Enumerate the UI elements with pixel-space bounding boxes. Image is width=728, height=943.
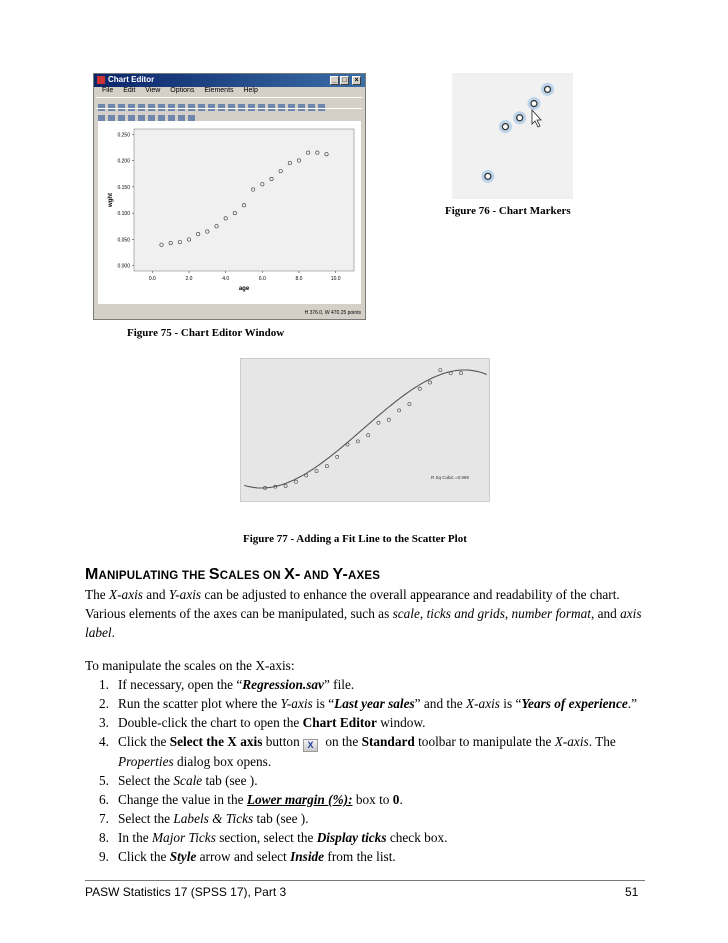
figure-77-caption: Figure 77 - Adding a Fit Line to the Scatter Plot [243, 533, 467, 545]
data-point [367, 434, 370, 437]
list-item: 2. Run the scatter plot where the Y-axis is “Last year sales” and the X-axis is “Years of experience.” [99, 696, 637, 711]
chart-markers-image [452, 73, 573, 199]
data-point [428, 381, 431, 384]
page-number: 51 [625, 885, 639, 899]
y-tick-label: 0.100 [117, 211, 130, 218]
plot-area [134, 129, 354, 271]
menu-file[interactable]: File [102, 87, 114, 94]
heading-part: M [85, 566, 99, 583]
menu-edit[interactable]: Edit [123, 87, 136, 94]
x-axis-label: age [238, 286, 250, 292]
x-tick-label: 4.0 [222, 276, 230, 282]
window-title-bar [94, 74, 365, 87]
x-tick-label: 0.0 [148, 276, 156, 282]
y-tick-label: 0.150 [117, 184, 130, 191]
app-icon [97, 76, 105, 84]
x-tick-label: 10.0 [330, 276, 341, 282]
data-point [439, 369, 442, 372]
data-point [284, 484, 287, 487]
chart-marker [502, 124, 508, 130]
heading-part: AND [300, 570, 333, 582]
x-tick-label: 8.0 [295, 276, 303, 282]
y-axis-label: wght [108, 193, 114, 207]
data-point [356, 440, 359, 443]
data-point [459, 372, 462, 375]
footer-title: PASW Statistics 17 (SPSS 17), Part 3 [85, 885, 287, 899]
toolbar-elements [96, 108, 362, 120]
status-text: H 376.0, W 470.25 points [304, 310, 361, 316]
list-item: 4. Click the Select the X axis button X on the Standard toolbar to manipulate the X-axis. The Properties dialog box opens. [99, 734, 616, 769]
y-tick-label: 0.250 [117, 132, 130, 139]
close-icon[interactable]: × [352, 76, 361, 85]
data-point [398, 409, 401, 412]
heading-part: AXES [347, 570, 381, 582]
data-point [418, 387, 421, 390]
minimize-icon[interactable]: _ [330, 76, 339, 85]
list-item: 3. Double-click the chart to open the Chart Editor window. [99, 715, 426, 730]
x-tick-label: 2.0 [185, 276, 193, 282]
section-heading [85, 566, 380, 584]
chart-marker [485, 173, 491, 179]
chart-canvas[interactable] [98, 121, 361, 304]
chart-marker [517, 115, 523, 121]
heading-part: CALES ON [219, 570, 285, 582]
markers-svg [452, 73, 573, 199]
fit-line-chart [240, 358, 490, 502]
data-point [305, 474, 308, 477]
intro-paragraph: The X-axis and Y-axis can be adjusted to enhance the overall appearance and readability of the chart. Various elements of the axes can be manipulated, such as scale, ticks and grids, number format, and axis label. [85, 587, 642, 640]
y-tick-label: 0.050 [117, 237, 130, 244]
list-item: 8. In the Major Ticks section, select the Display ticks check box. [99, 830, 448, 845]
list-item: 1. If necessary, open the “Regression.sav” file. [99, 677, 355, 692]
mouse-cursor-icon [532, 110, 541, 127]
window-title: Chart Editor [108, 75, 155, 84]
fit-legend-label: R Sq Cubic =0.999 [431, 475, 469, 480]
heading-part: Y- [332, 566, 348, 583]
data-point [408, 403, 411, 406]
data-point [336, 455, 339, 458]
scatter-chart-age-wght [98, 121, 361, 304]
x-tick-label: 6.0 [258, 276, 266, 282]
data-point [387, 418, 390, 421]
list-item: 7. Select the Labels & Ticks tab (see ). [99, 811, 309, 826]
heading-part: S [208, 566, 220, 583]
figure-75-caption: Figure 75 - Chart Editor Window [127, 327, 285, 339]
footer-divider [85, 880, 645, 881]
y-tick-label: 0.000 [117, 263, 130, 270]
menu-help[interactable]: Help [243, 87, 258, 94]
chart-marker [531, 101, 537, 107]
maximize-icon[interactable]: □ [340, 76, 349, 85]
list-item: 6. Change the value in the Lower margin (%): box to 0. [99, 792, 403, 807]
heading-part: ANIPULATING THE [98, 570, 209, 582]
menu-elements[interactable]: Elements [204, 87, 234, 94]
steps-list [85, 675, 660, 866]
heading-part: X- [284, 566, 301, 583]
data-point [325, 465, 328, 468]
data-point [377, 421, 380, 424]
menu-view[interactable]: View [145, 87, 161, 94]
menu-options[interactable]: Options [170, 87, 195, 94]
list-item: 5. Select the Scale tab (see ). [99, 773, 258, 788]
y-tick-label: 0.200 [117, 158, 130, 165]
data-point [294, 480, 297, 483]
data-point [315, 470, 318, 473]
list-item: 9. Click the Style arrow and select Inside from the list. [99, 849, 396, 864]
steps-lead: To manipulate the scales on the X-axis: [85, 658, 295, 673]
select-x-axis-icon: X [303, 739, 318, 752]
scatter-with-fit-line [241, 359, 489, 501]
chart-marker [545, 86, 551, 92]
fit-line [244, 370, 486, 488]
status-bar [94, 307, 365, 319]
figure-76-caption: Figure 76 - Chart Markers [445, 205, 571, 217]
menu-bar [94, 87, 365, 97]
chart-editor-window [93, 73, 366, 320]
data-point [346, 443, 349, 446]
